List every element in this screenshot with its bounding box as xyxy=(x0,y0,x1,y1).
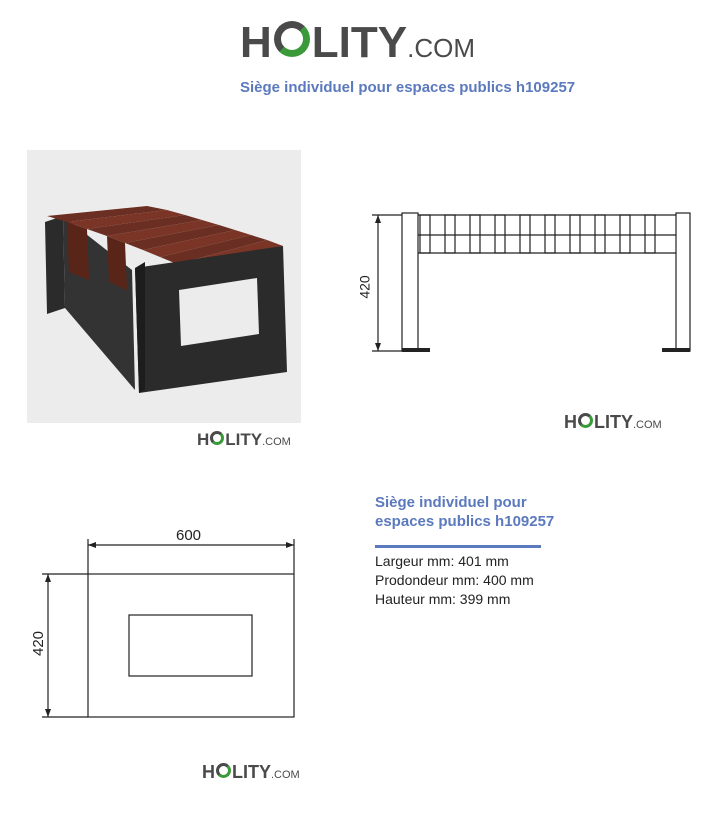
product-info-title-line2: espaces publics h109257 xyxy=(375,513,555,530)
brand-logo-dotcom: .COM xyxy=(407,33,475,63)
brand-logo-dotcom: .COM xyxy=(271,769,300,781)
brand-logo-front xyxy=(564,412,662,433)
brand-logo-h: H xyxy=(197,430,210,449)
brand-logo-top xyxy=(240,18,475,68)
bench-render xyxy=(27,150,301,423)
brand-logo-ring-icon xyxy=(216,763,231,778)
brand-logo-dotcom: .COM xyxy=(633,419,662,431)
brand-logo-lity: LITY xyxy=(232,762,271,782)
brand-logo-lity: LITY xyxy=(311,18,408,67)
front-height-label: 420 xyxy=(356,275,373,299)
brand-logo-side xyxy=(202,762,300,783)
brand-logo-h: H xyxy=(564,412,577,432)
title-divider xyxy=(375,545,541,548)
front-drawing-svg xyxy=(360,205,700,365)
page-title: Siège individuel pour espaces publics h109257 xyxy=(240,79,576,96)
brand-logo-photo xyxy=(197,430,291,450)
side-drawing xyxy=(30,525,310,735)
brand-logo-ring-icon xyxy=(578,413,593,428)
side-width-label: 600 xyxy=(176,527,202,544)
brand-logo-h: H xyxy=(240,18,272,67)
product-info-title-line1: Siège individuel pour xyxy=(375,494,527,511)
product-info xyxy=(375,493,695,609)
brand-logo-dotcom: .COM xyxy=(262,436,291,448)
brand-logo-ring-icon xyxy=(210,431,224,445)
brand-logo-lity: LITY xyxy=(225,430,263,449)
front-drawing xyxy=(356,205,700,365)
side-height-label: 420 xyxy=(30,630,48,657)
brand-logo-ring-icon xyxy=(274,21,310,57)
spec-height: Hauteur mm: 399 mm xyxy=(375,591,511,607)
spec-width: Largeur mm: 401 mm xyxy=(375,553,509,569)
side-drawing-svg xyxy=(30,525,310,735)
product-photo xyxy=(27,150,301,423)
spec-depth: Prodondeur mm: 400 mm xyxy=(375,572,534,588)
brand-logo-lity: LITY xyxy=(594,412,633,432)
brand-logo-h: H xyxy=(202,762,215,782)
